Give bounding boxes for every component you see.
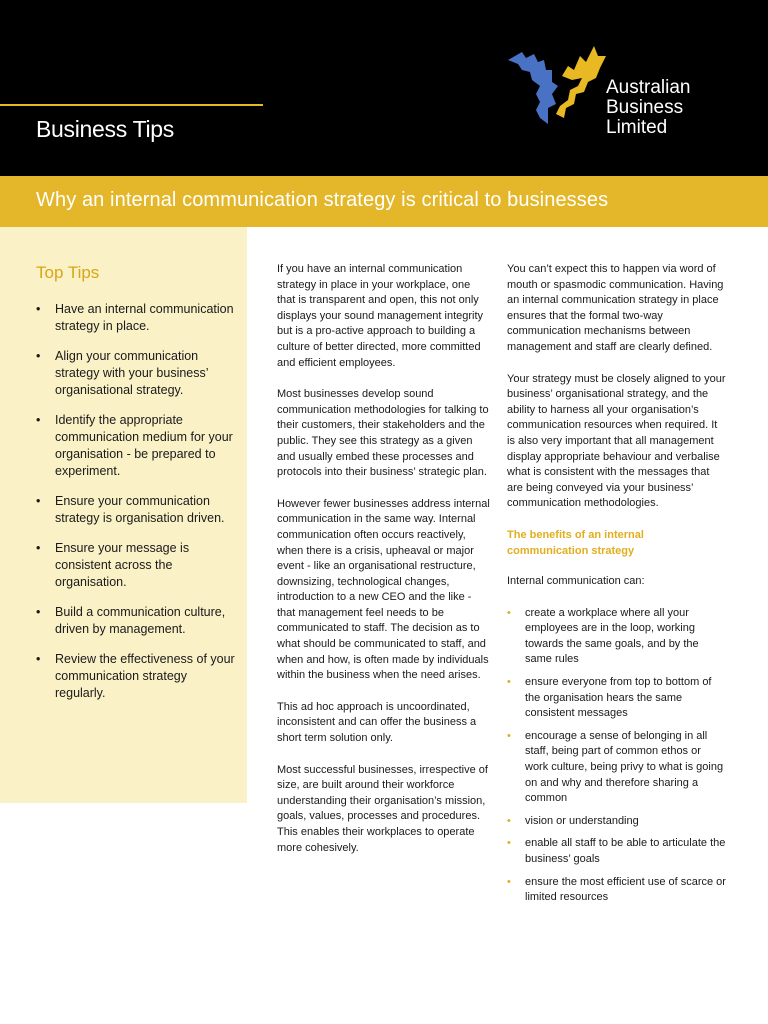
body-paragraph: Most successful businesses, irrespective of size, are built around their workforce understanding their organisation’s mission, goals, values, processes and procedures. This enables their workplaces to operate more cohesively. [277,763,488,854]
gear-logo-icon [500,38,610,148]
company-logo [500,38,740,148]
body-paragraph: However fewer businesses address internal communication in the same way. Internal communication often occurs reactively, when there is a crisis, upheaval or major event - like an organisational restructure, downsizing, technological changes, introduction to a new CEO and the like - that management feel needs to be communicated to staff. The decision as to what should be communicated to staff, and when and how, is often made by individuals within the business when the need arises. [277,497,490,682]
logo-line: Limited [606,117,668,138]
bullet-icon: • [36,541,41,555]
tip-item [36,412,236,480]
top-tips-list [36,301,236,715]
article-column-right [507,262,727,913]
benefit-text: ensure everyone from top to bottom of the organisation hears the same consistent messages [525,676,712,720]
tip-item [36,540,236,591]
bullet-icon: • [507,814,511,827]
tip-item [36,493,236,527]
page-headline: Why an internal communication strategy is critical to businesses [36,189,609,211]
benefit-item [507,875,727,906]
tip-item [36,604,236,638]
bullet-icon: • [36,413,41,427]
bullet-icon: • [36,302,41,316]
section-subheading: The benefits of an internal communication strategy [507,528,644,557]
bullet-icon: • [507,875,511,888]
tip-item [36,301,236,335]
benefit-text: ensure the most efficient use of scarce or limited resources [525,875,726,904]
article-column-middle [277,262,491,872]
bullet-icon: • [36,349,41,363]
benefit-item [507,729,727,807]
body-paragraph: This ad hoc approach is uncoordinated, inconsistent and can offer the business a short term solution only. [277,700,477,745]
logo-line: Business [606,97,684,118]
benefit-item [507,814,727,830]
benefit-item [507,836,727,867]
body-paragraph: If you have an internal communication strategy in place in your workplace, one that is transparent and open, this not only displays your sound management integrity but is a pro-active approach to building a culture of better directed, more committed and efficient employees. [277,263,484,369]
benefit-item [507,675,727,722]
brand-title: Business Tips [36,116,174,142]
bullet-icon: • [507,729,511,742]
tip-text: Build a communication culture, driven by management. [55,605,226,636]
bullet-icon: • [36,652,41,666]
benefit-text: vision or understanding [525,814,639,827]
bullet-icon: • [507,606,511,619]
body-paragraph: You can’t expect this to happen via word of mouth or spasmodic communication. Having an internal communication strategy in place ensures that the formal two-way communication mechanisms between management and staff are clearly defined. [507,263,724,353]
benefits-list [507,606,727,906]
bullet-icon: • [507,676,511,689]
tip-text: Align your communication strategy with your business’ organisational strategy. [55,349,209,397]
bullet-icon: • [507,837,511,850]
benefit-item [507,606,727,668]
tip-text: Review the effectiveness of your communication strategy regularly. [55,652,235,700]
bullet-icon: • [36,494,41,508]
tip-text: Identify the appropriate communication medium for your organisation - be prepared to experiment. [55,413,233,478]
logo-wordmark [606,78,691,138]
tip-text: Ensure your communication strategy is organisation driven. [55,494,225,525]
top-tips-title: Top Tips [36,263,100,282]
tip-item [36,651,236,702]
bullet-icon: • [36,605,41,619]
logo-line: Australian [606,77,691,98]
body-paragraph: Your strategy must be closely aligned to your business’ organisational strategy, and the ability to harness all your organisation’s communication resources when required. It is also very important that all management display appropriate behaviour and verbalise what is consistent with the messages that are being conveyed via your business’ communication methodologies. [507,372,726,510]
tip-item [36,348,236,399]
benefit-text: create a workplace where all your employees are in the loop, working towards the same goals, and by the same rules [525,606,699,666]
benefit-text: encourage a sense of belonging in all staff, being part of common ethos or work culture, being privy to what is going on and why and therefore sharing a common [525,729,724,805]
header-rule [0,104,263,106]
benefits-intro: Internal communication can: [507,575,645,588]
benefit-text: enable all staff to be able to articulate the business’ goals [525,837,726,865]
tip-text: Ensure your message is consistent across the organisation. [55,541,190,589]
tip-text: Have an internal communication strategy in place. [55,302,234,333]
body-paragraph: Most businesses develop sound communication methodologies for talking to their customers, their stakeholders and the public. They see this strategy as a given and usually embed these processes and protocols into their business’ strategic plan. [277,388,489,479]
